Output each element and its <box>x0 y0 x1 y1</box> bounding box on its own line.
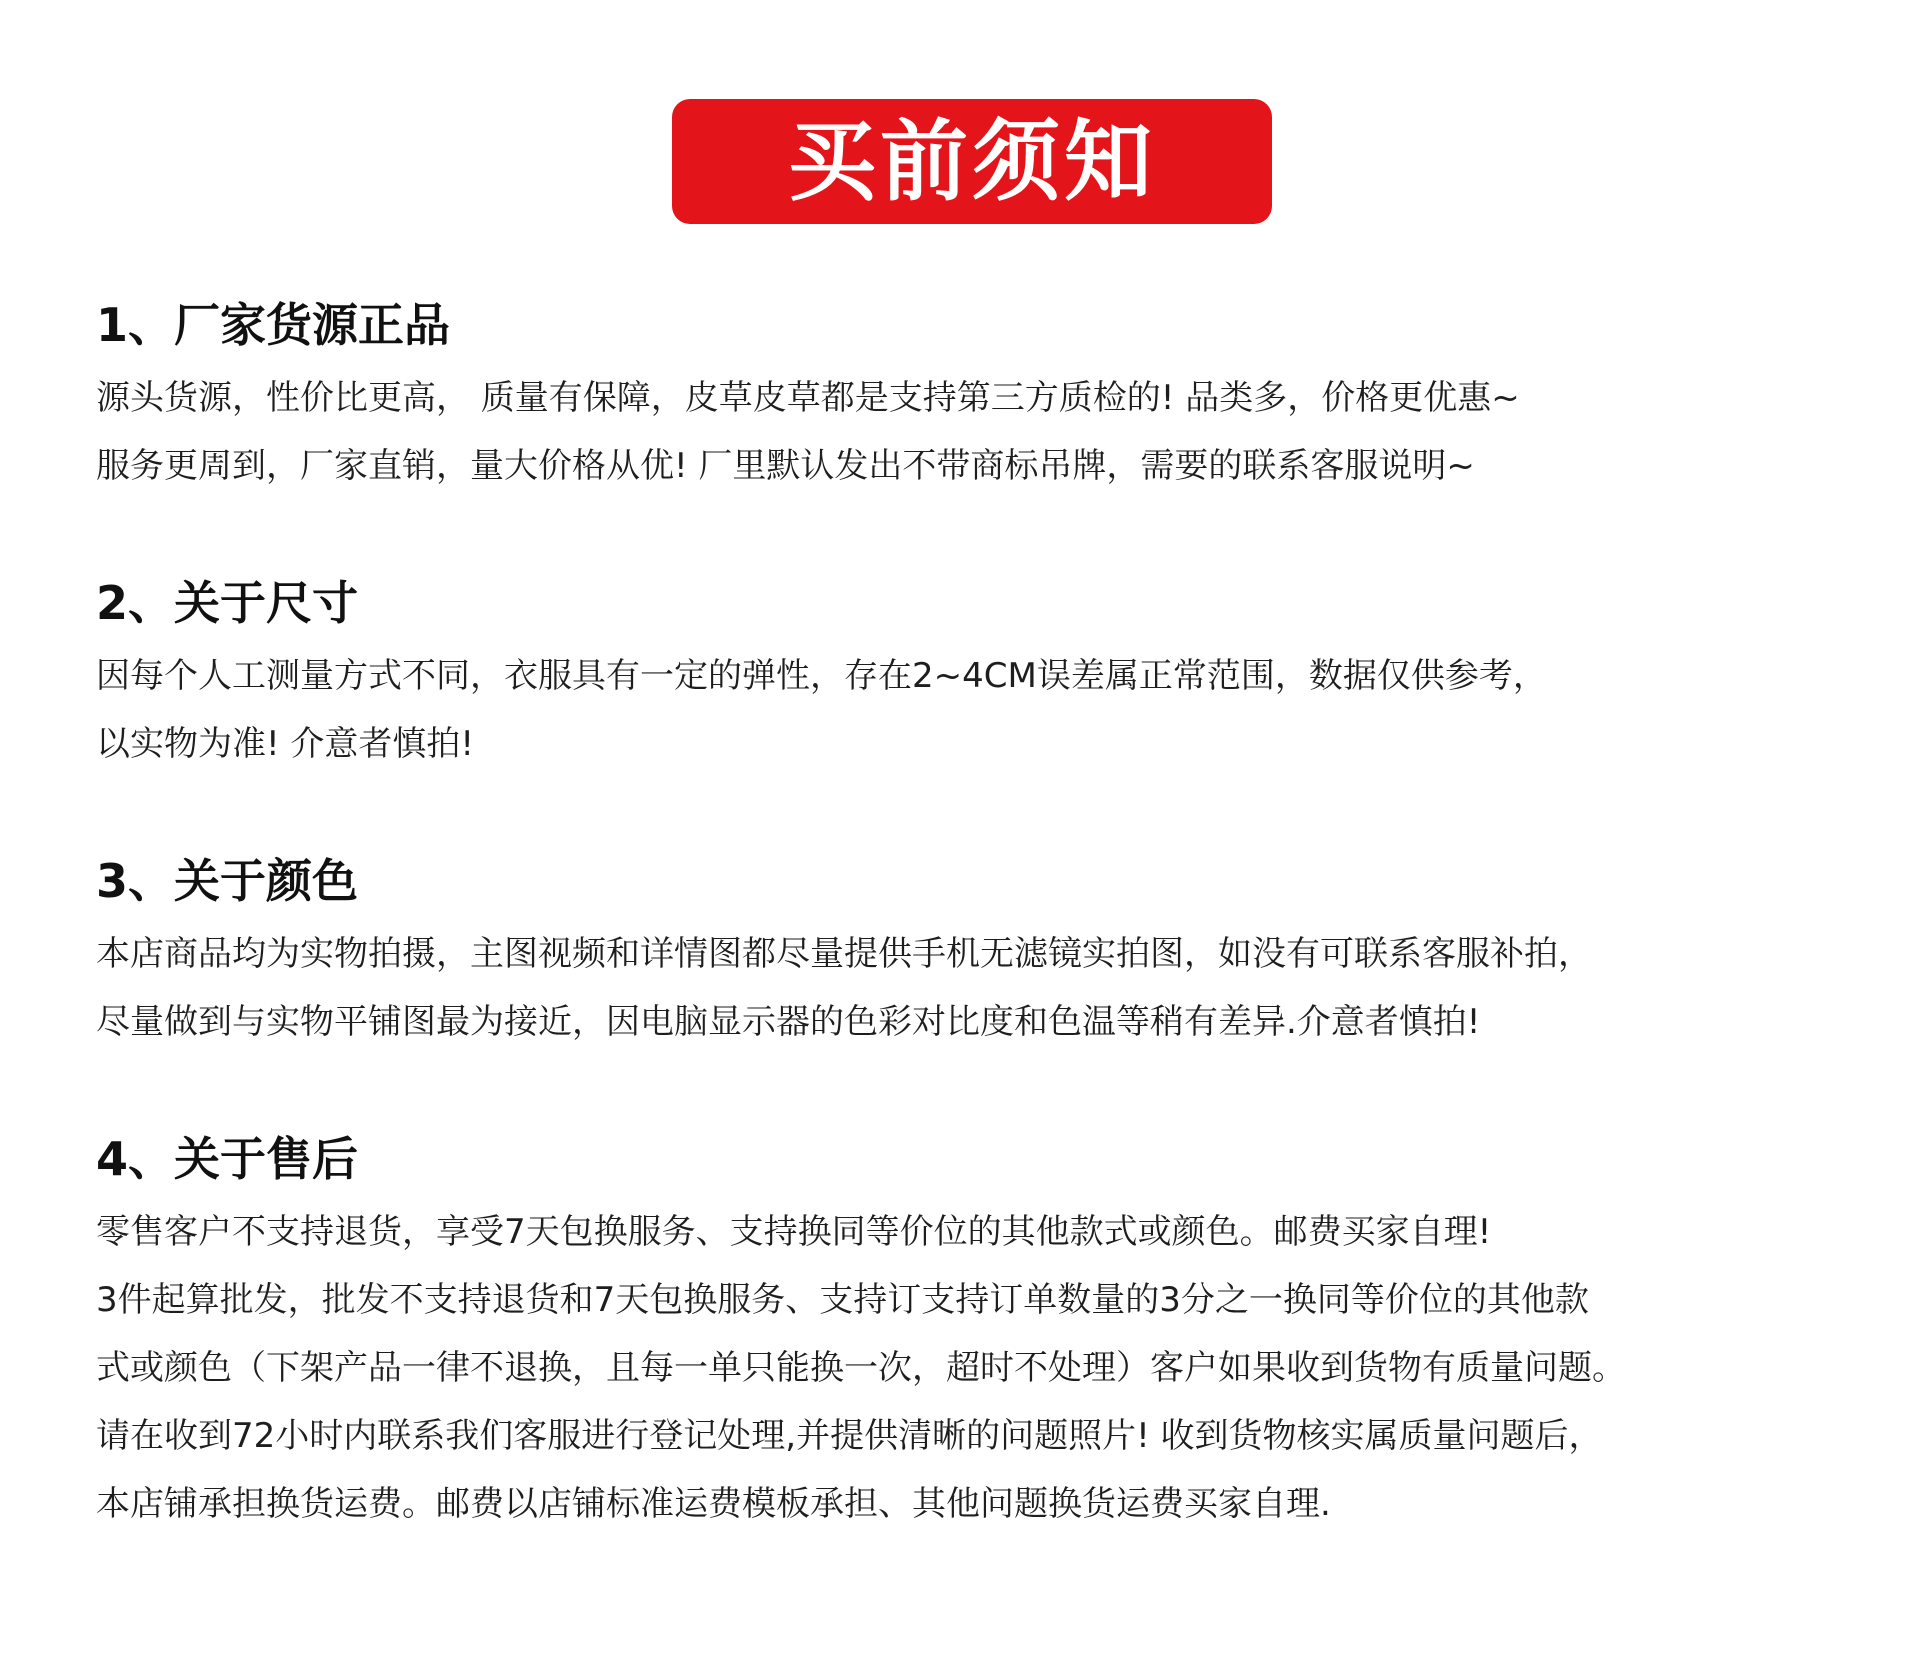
section-text-line: 以实物为准! 介意者慎拍! <box>96 724 475 764</box>
section-text-line: 请在收到72小时内联系我们客服进行登记处理,并提供清晰的问题照片! 收到货物核实属质量问题后， <box>96 1416 1603 1456</box>
section-text-line: 零售客户不支持退货，享受7天包换服务、支持换同等价位的其他款式或颜色。邮费买家自理! <box>96 1212 1492 1252</box>
section-color <box>96 846 1886 1056</box>
notice-content <box>96 290 1886 1606</box>
banner-title: 买前须知 <box>787 109 1156 213</box>
section-genuine-source <box>96 290 1886 500</box>
section-text-line: 本店铺承担换货运费。邮费以店铺标准运费模板承担、其他问题换货运费买家自理. <box>96 1484 1331 1524</box>
section-after-sales <box>96 1124 1886 1538</box>
section-size <box>96 568 1886 778</box>
header-banner <box>672 99 1272 224</box>
section-heading: 2、关于尺寸 <box>96 576 359 630</box>
section-text-line: 因每个人工测量方式不同，衣服具有一定的弹性，存在2~4CM误差属正常范围，数据仅供参考， <box>96 656 1547 696</box>
section-text-line: 3件起算批发，批发不支持退货和7天包换服务、支持订支持订单数量的3分之一换同等价位的其他款 <box>96 1280 1589 1320</box>
section-text-line: 源头货源，性价比更高， 质量有保障，皮草皮草都是支持第三方质检的! 品类多，价格更优惠~ <box>96 378 1520 418</box>
section-heading: 3、关于颜色 <box>96 854 359 908</box>
section-text-line: 尽量做到与实物平铺图最为接近，因电脑显示器的色彩对比度和色温等稍有差异.介意者慎拍! <box>96 1002 1481 1042</box>
section-heading: 4、关于售后 <box>96 1132 359 1186</box>
section-text-line: 本店商品均为实物拍摄，主图视频和详情图都尽量提供手机无滤镜实拍图，如没有可联系客服补拍， <box>96 934 1592 974</box>
section-text-line: 式或颜色（下架产品一律不退换，且每一单只能换一次，超时不处理）客户如果收到货物有质量问题。 <box>96 1348 1626 1388</box>
section-text-line: 服务更周到，厂家直销，量大价格从优! 厂里默认发出不带商标吊牌，需要的联系客服说明~ <box>96 446 1475 486</box>
section-heading: 1、厂家货源正品 <box>96 298 451 352</box>
